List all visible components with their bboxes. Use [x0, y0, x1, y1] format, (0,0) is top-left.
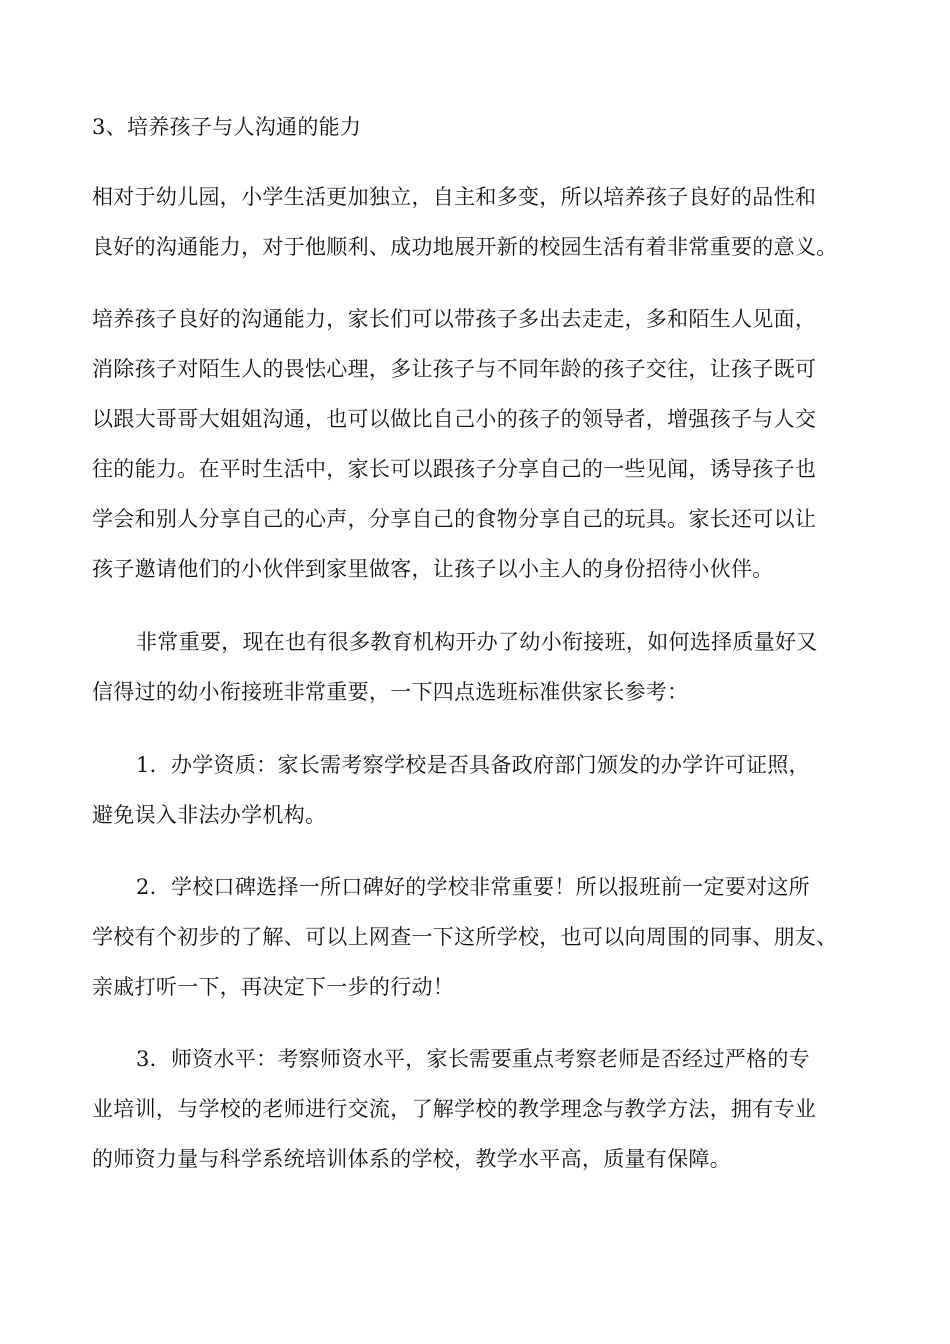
paragraph-line: 的师资力量与科学系统培训体系的学校，教学水平高，质量有保障。	[92, 1147, 731, 1171]
paragraph-line: 培养孩子良好的沟通能力，家长们可以带孩子多出去走走，多和陌生人见面，	[92, 307, 817, 331]
paragraph-line: 避免误入非法办学机构。	[92, 803, 327, 827]
paragraph-line: 学会和别人分享自己的心声，分享自己的食物分享自己的玩具。家长还可以让	[92, 507, 817, 531]
paragraph-line: 往的能力。在平时生活中，家长可以跟孩子分享自己的一些见闻，诱导孩子也	[92, 457, 817, 481]
paragraph-line: 3．师资水平：考察师资水平，家长需要重点考察老师是否经过严格的专	[136, 1047, 810, 1071]
paragraph-line: 相对于幼儿园，小学生活更加独立，自主和多变，所以培养孩子良好的品性和	[92, 185, 817, 209]
section-heading: 3、培养孩子与人沟通的能力	[92, 115, 362, 139]
paragraph-line: 学校有个初步的了解、可以上网查一下这所学校，也可以向周围的同事、朋友、	[92, 925, 838, 949]
paragraph-line: 非常重要，现在也有很多教育机构开办了幼小衔接班，如何选择质量好又	[136, 630, 818, 654]
paragraph-line: 2．学校口碑选择一所口碑好的学校非常重要！所以报班前一定要对这所	[136, 875, 810, 899]
paragraph-line: 以跟大哥哥大姐姐沟通，也可以做比自己小的孩子的领导者，增强孩子与人交	[92, 407, 817, 431]
paragraph-line: 1．办学资质：家长需考察学校是否具备政府部门颁发的办学许可证照，	[136, 753, 810, 777]
paragraph-line: 业培训，与学校的老师进行交流，了解学校的教学理念与教学方法，拥有专业	[92, 1097, 817, 1121]
paragraph-line: 信得过的幼小衔接班非常重要，一下四点选班标准供家长参考：	[92, 680, 689, 704]
paragraph-line: 孩子邀请他们的小伙伴到家里做客，让孩子以小主人的身份招待小伙伴。	[92, 557, 774, 581]
paragraph-line: 消除孩子对陌生人的畏怯心理，多让孩子与不同年龄的孩子交往，让孩子既可	[92, 357, 817, 381]
paragraph-line: 亲戚打听一下，再决定下一步的行动！	[92, 975, 455, 999]
paragraph-line: 良好的沟通能力，对于他顺利、成功地展开新的校园生活有着非常重要的意义。	[92, 235, 838, 259]
